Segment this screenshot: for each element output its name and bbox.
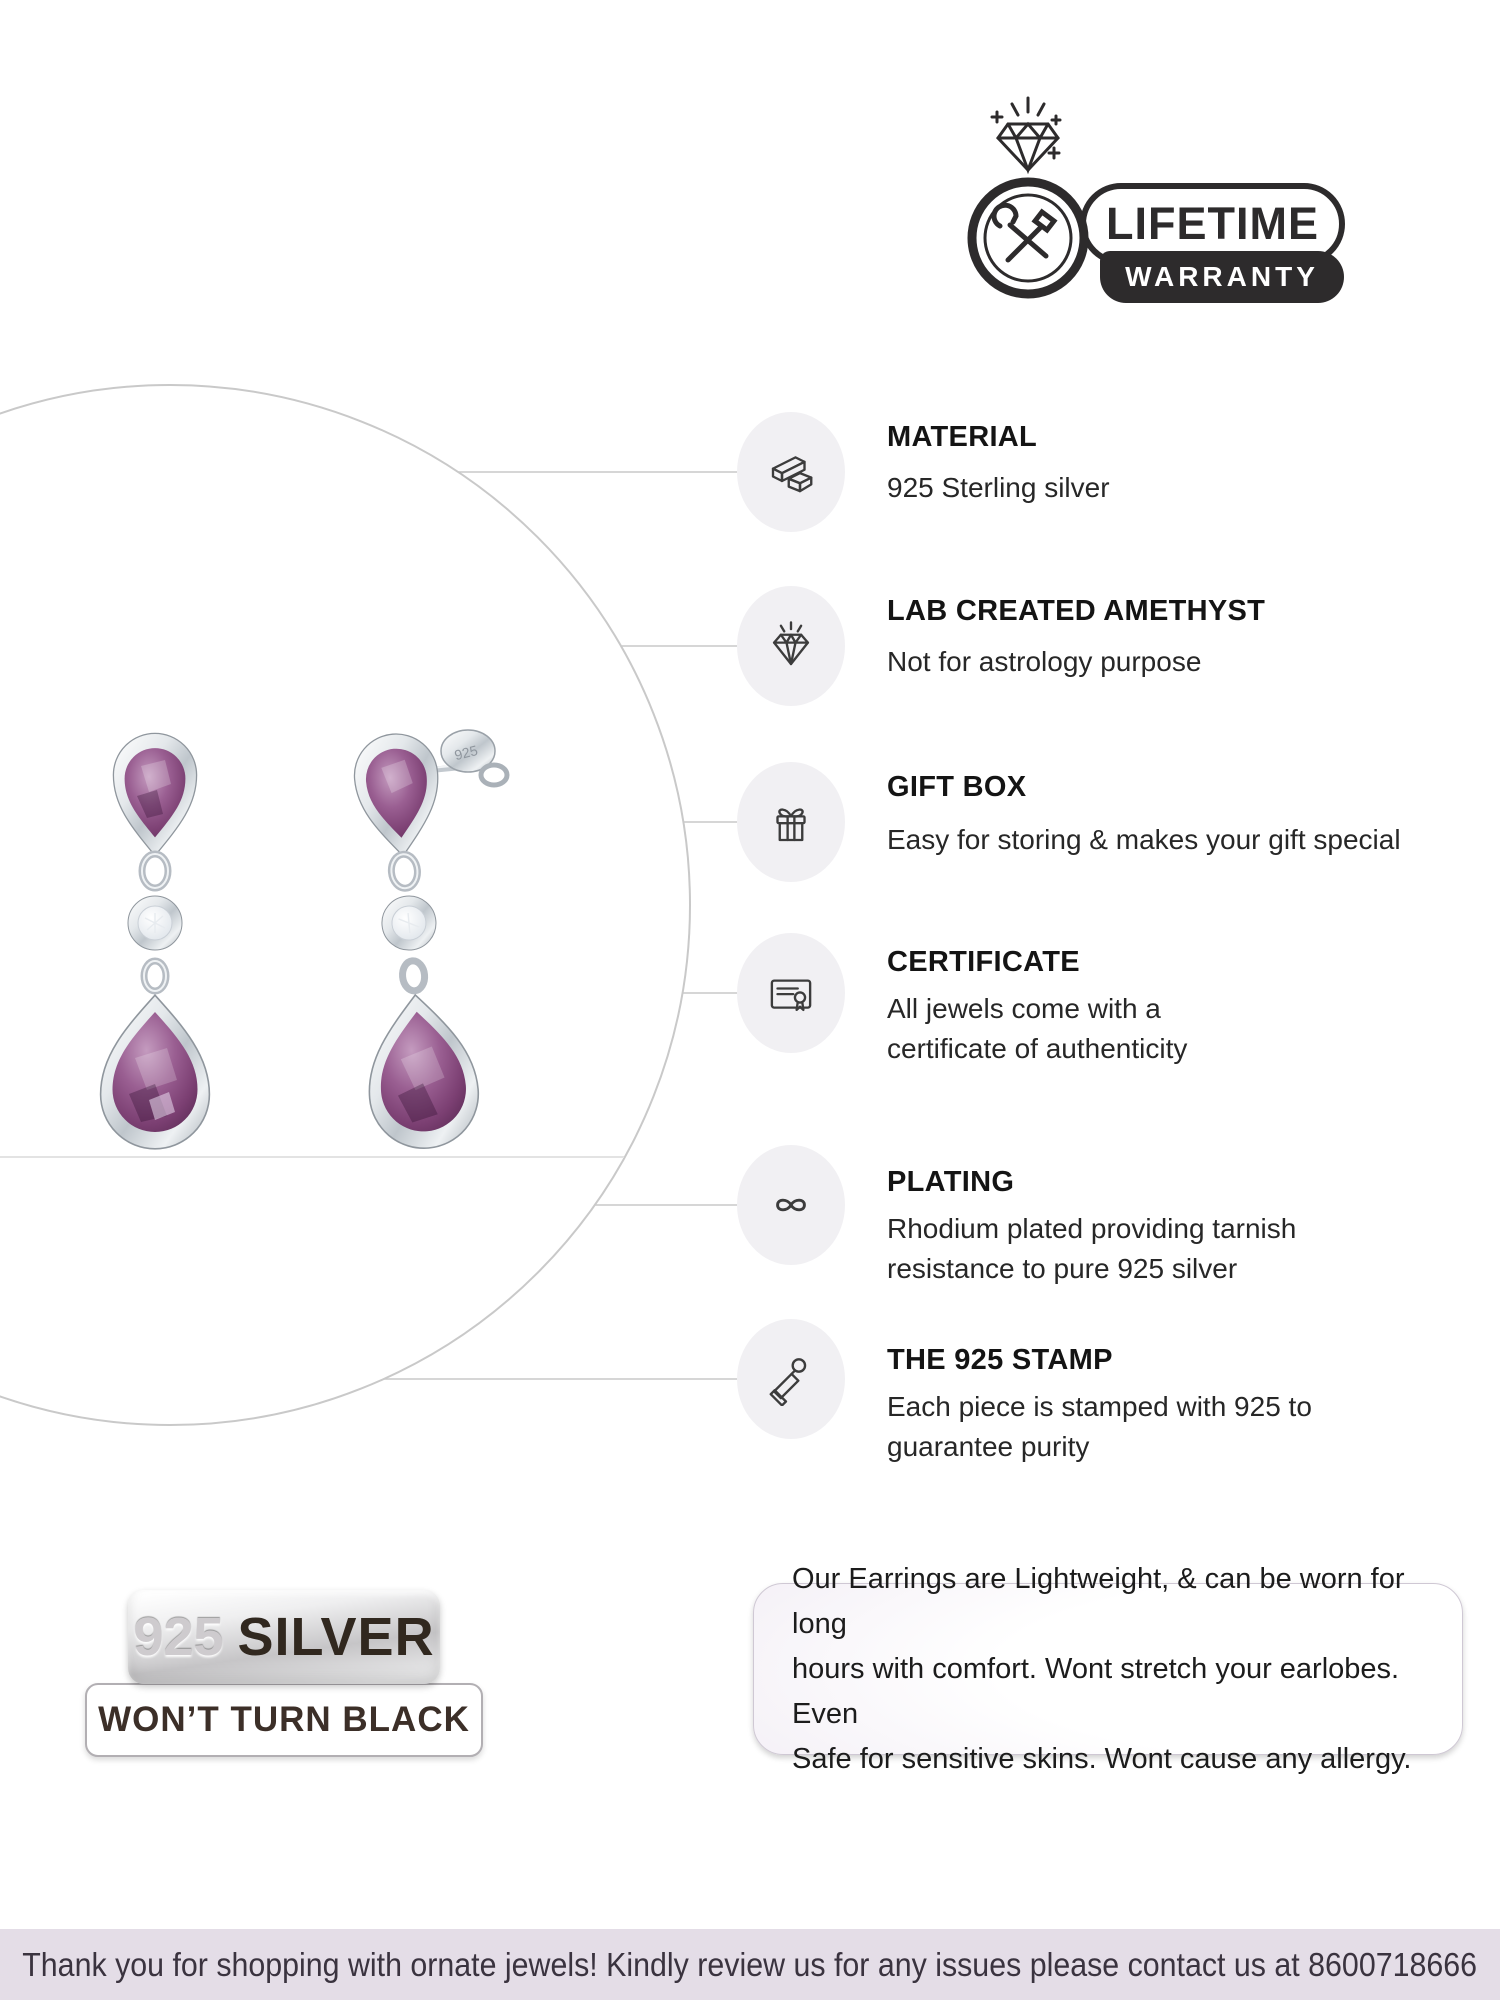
infinity-icon xyxy=(737,1145,845,1265)
feature-row-giftbox xyxy=(737,762,1401,882)
comfort-info-box xyxy=(753,1562,1463,1775)
silver-925-label: SILVER xyxy=(237,1607,435,1667)
feature-line: certificate of authenticity xyxy=(887,1033,1188,1064)
feature-line: 925 Sterling silver xyxy=(887,472,1110,503)
feature-line: Not for astrology purpose xyxy=(887,646,1202,677)
silver-925-badge xyxy=(128,1590,440,1684)
stamp-925-text: 925 xyxy=(452,741,480,764)
stamp-icon xyxy=(737,1319,845,1439)
feature-row-material xyxy=(737,412,1110,532)
feature-title: CERTIFICATE xyxy=(887,946,1080,978)
earring-right xyxy=(338,729,483,1152)
feature-line: Each piece is stamped with 925 to xyxy=(887,1391,1312,1422)
silver-925-number: 925 xyxy=(133,1607,224,1667)
feature-row-plating xyxy=(737,1145,1296,1289)
feature-row-stamp xyxy=(737,1319,1312,1467)
feature-line: Easy for storing & makes your gift special xyxy=(887,824,1401,855)
feature-line: Rhodium plated providing tarnish xyxy=(887,1213,1297,1244)
lifetime-warranty-badge xyxy=(950,88,1362,303)
earring-left xyxy=(101,733,210,1148)
certificate-icon xyxy=(737,933,845,1053)
wont-turn-black-label: WON’T TURN BLACK xyxy=(98,1700,470,1739)
feature-title: PLATING xyxy=(887,1166,1015,1198)
footer-bar xyxy=(0,1929,1500,2000)
feature-title: GIFT BOX xyxy=(887,771,1027,803)
warranty-badge-subtitle: WARRANTY xyxy=(1125,261,1319,292)
feature-line: guarantee purity xyxy=(887,1431,1090,1462)
warranty-badge-subtitle-bar xyxy=(1100,251,1344,303)
feature-title: LAB CREATED AMETHYST xyxy=(887,595,1266,627)
info-line-2: hours with comfort. Wont stretch your earlobes. Even xyxy=(792,1652,1400,1730)
feature-line: resistance to pure 925 silver xyxy=(887,1253,1238,1284)
info-line-3: Safe for sensitive skins. Wont cause any allergy. xyxy=(792,1742,1412,1775)
feature-line: All jewels come with a xyxy=(887,993,1161,1024)
warranty-badge-title: LIFETIME xyxy=(1106,198,1319,249)
info-line-1: Our Earrings are Lightweight, & can be worn for long xyxy=(792,1562,1405,1640)
diamond-icon xyxy=(737,586,845,706)
feature-title: THE 925 STAMP xyxy=(887,1344,1113,1376)
feature-title: MATERIAL xyxy=(887,421,1038,453)
diamond-ring-tools-icon xyxy=(950,88,1110,303)
feature-row-amethyst xyxy=(737,586,1265,706)
product-image-earrings xyxy=(70,715,510,1165)
silver-bars-icon xyxy=(737,412,845,532)
feature-row-certificate xyxy=(737,933,1187,1069)
gift-box-icon xyxy=(737,762,845,882)
wont-turn-black-badge xyxy=(85,1683,483,1757)
footer-text: Thank you for shopping with ornate jewels! Kindly review us for any issues please contact us at 8600718666 xyxy=(22,1945,1478,1983)
